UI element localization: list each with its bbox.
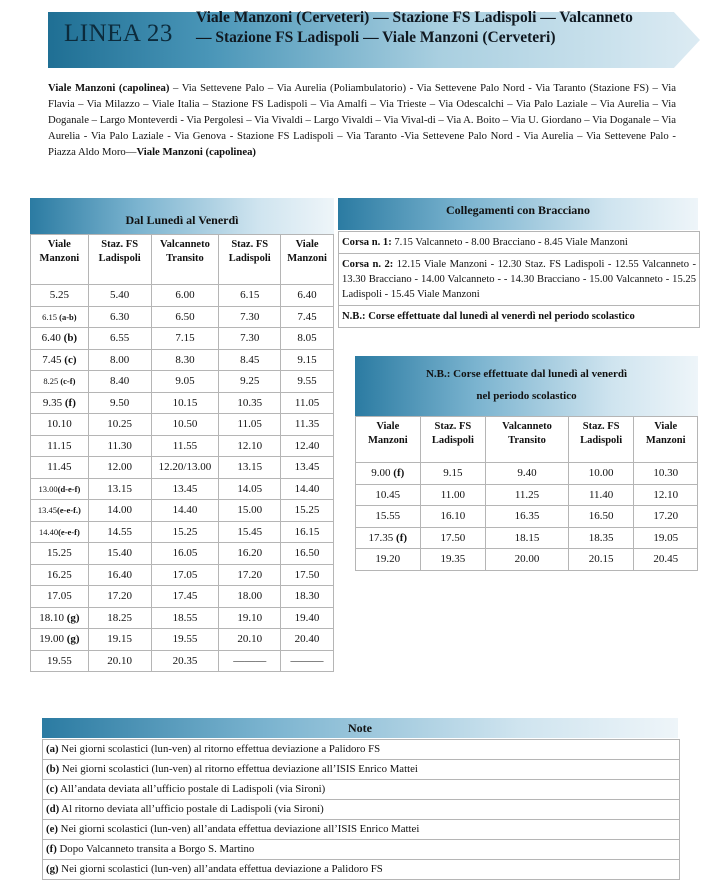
school-time-cell <box>356 506 421 528</box>
time-cell: 13.15 <box>219 457 281 479</box>
route-line-1: Viale Manzoni (Cerveteri) — Stazione FS Ladispoli — Valcanneto <box>196 9 633 26</box>
time-cell: 8.05 <box>281 328 334 350</box>
weekday-time-cell <box>31 435 89 457</box>
note-text: Nei giorni scolastici (lun-ven) al ritorno effettua deviazione a Palidoro FS <box>58 743 381 755</box>
note-item <box>43 740 679 760</box>
weekday-time-cell <box>31 478 89 500</box>
table-row <box>31 435 334 457</box>
time-cell: 13.15 <box>88 478 151 500</box>
time-cell: 19.15 <box>88 629 151 651</box>
school-column-header: Staz. FS Ladispoli <box>568 417 634 463</box>
time-cell: 9.50 <box>88 392 151 414</box>
time-cell: 17.20 <box>88 586 151 608</box>
weekday-column-header: Valcanneto Transito <box>151 235 219 285</box>
time-cell: 16.05 <box>151 543 219 565</box>
departure-time: 15.25 <box>47 547 72 560</box>
time-cell: 14.05 <box>219 478 281 500</box>
note-mark: (d-e-f) <box>57 483 81 494</box>
departure-time: 9.35 <box>42 396 65 409</box>
weekday-time-cell <box>31 285 89 307</box>
time-cell: 20.15 <box>568 549 634 571</box>
time-cell: 18.25 <box>88 607 151 629</box>
departure-time: 13.00 <box>38 483 58 494</box>
time-cell: 14.00 <box>88 500 151 522</box>
time-cell: 9.15 <box>281 349 334 371</box>
time-cell: 7.30 <box>219 306 281 328</box>
time-cell: ——— <box>281 650 334 672</box>
itinerary-middle: – Via Settevene Palo – Via Aurelia (Poliambulatorio) - Via Settevene Palo Nord - Via Taranto (Stazione FS) – Via Flavia – Via Milazzo – Viale Italia – Stazione FS Ladispoli – Via Amalfi – Via Trieste – Via Odescalchi – Via Palo Laziale – Via Aurelia – Via Doganale – Largo Monteverdi - Via Pergolesi – Via Vivaldi – Largo Vivaldi – Via Vival-di – Via A. Boito – Via U. Giordano – Via Doganale – Via Aurelia - Via Palo Laziale - Via Genova - Stazione FS Ladispoli – Via Taranto -Via Settevene Palo Nord - Via Aurelia – Via Settevene Palo - Piazza Aldo Moro— <box>48 82 676 158</box>
time-cell: 6.55 <box>88 328 151 350</box>
departure-time: 14.40 <box>38 526 59 537</box>
time-cell: 9.40 <box>486 463 569 485</box>
time-cell: 8.30 <box>151 349 219 371</box>
note-mark: (f) <box>64 396 76 409</box>
table-row <box>31 650 334 672</box>
time-cell: 11.35 <box>281 414 334 436</box>
departure-time: 18.10 <box>39 611 67 624</box>
bracciano-corsa-2 <box>339 254 699 306</box>
itinerary-start: Viale Manzoni (capolinea) <box>48 82 170 94</box>
table-row <box>31 629 334 651</box>
time-cell: 6.15 <box>219 285 281 307</box>
time-cell: 10.25 <box>88 414 151 436</box>
time-cell: 8.40 <box>88 371 151 393</box>
school-time-cell <box>356 463 421 485</box>
time-cell: ——— <box>219 650 281 672</box>
note-text: Al ritorno deviata all’ufficio postale di Ladispoli (via Sironi) <box>59 803 324 815</box>
departure-time: 17.35 <box>368 531 397 544</box>
table-row <box>31 392 334 414</box>
note-mark: (c) <box>64 353 77 366</box>
bracciano-header: Collegamenti con Bracciano <box>338 198 698 230</box>
time-cell: 10.00 <box>568 463 634 485</box>
school-header-row <box>356 417 698 463</box>
note-key: (f) <box>46 843 57 855</box>
weekday-time-cell <box>31 457 89 479</box>
time-cell: 6.00 <box>151 285 219 307</box>
departure-time: 11.15 <box>47 439 72 452</box>
table-row <box>31 306 334 328</box>
time-cell: 10.35 <box>219 392 281 414</box>
weekday-time-cell <box>31 500 89 522</box>
time-cell: 20.10 <box>88 650 151 672</box>
school-time-cell <box>356 527 421 549</box>
weekday-time-cell <box>31 543 89 565</box>
time-cell: 14.40 <box>281 478 334 500</box>
school-title-line-1: N.B.: Corse effettuate dal lunedì al venerdì <box>425 368 628 380</box>
route-line-2: — Stazione FS Ladispoli — Viale Manzoni (Cerveteri) <box>196 29 556 46</box>
time-cell: 15.00 <box>219 500 281 522</box>
time-cell: 20.10 <box>219 629 281 651</box>
departure-time: 6.15 <box>42 311 60 322</box>
time-cell: 16.35 <box>486 506 569 528</box>
table-row <box>356 506 698 528</box>
weekday-column-header: Staz. FS Ladispoli <box>219 235 281 285</box>
weekday-time-cell <box>31 586 89 608</box>
table-row <box>356 484 698 506</box>
note-key: (d) <box>46 803 60 815</box>
note-mark: (g) <box>66 611 80 624</box>
note-text: All’andata deviata all’ufficio postale di Ladispoli (via Sironi) <box>57 783 326 795</box>
departure-time: 5.25 <box>49 289 70 302</box>
weekday-time-cell <box>31 521 89 543</box>
time-cell: 18.15 <box>486 527 569 549</box>
note-key: (a) <box>46 743 59 755</box>
time-cell: 15.25 <box>151 521 219 543</box>
note-item <box>43 780 679 800</box>
table-row <box>31 349 334 371</box>
school-column-header: Valcanneto Transito <box>486 417 569 463</box>
weekday-time-cell <box>31 414 89 436</box>
table-row <box>31 457 334 479</box>
departure-time: 13.45 <box>37 505 58 516</box>
table-row <box>356 527 698 549</box>
weekday-header: Dal Lunedì al Venerdì <box>30 198 334 234</box>
time-cell: 10.30 <box>634 463 698 485</box>
note-key: (b) <box>46 763 60 775</box>
time-cell: 8.45 <box>219 349 281 371</box>
weekday-time-cell <box>31 306 89 328</box>
departure-time: 6.40 <box>41 332 64 345</box>
time-cell: 19.35 <box>420 549 486 571</box>
school-column-header: Viale Manzoni <box>356 417 421 463</box>
time-cell: 10.15 <box>151 392 219 414</box>
note-mark: (c-f) <box>60 376 76 387</box>
weekday-time-cell <box>31 392 89 414</box>
departure-time: 19.55 <box>47 654 72 667</box>
table-row <box>356 549 698 571</box>
table-row <box>31 414 334 436</box>
school-time-cell <box>356 484 421 506</box>
time-cell: 18.35 <box>568 527 634 549</box>
time-cell: 17.20 <box>634 506 698 528</box>
note-mark: (a-b) <box>59 311 77 322</box>
time-cell: 13.45 <box>281 457 334 479</box>
table-row <box>31 543 334 565</box>
time-cell: 6.30 <box>88 306 151 328</box>
weekday-column-header: Viale Manzoni <box>31 235 89 285</box>
time-cell: 11.30 <box>88 435 151 457</box>
note-mark: (b) <box>63 332 78 345</box>
time-cell: 13.45 <box>151 478 219 500</box>
note-key: (e) <box>46 823 58 835</box>
departure-time: 19.20 <box>375 553 401 566</box>
route-title <box>196 8 696 48</box>
time-cell: 16.15 <box>281 521 334 543</box>
corsa-1-label: Corsa n. 1: <box>342 237 392 248</box>
bracciano-corsa-1 <box>339 232 699 254</box>
itinerary-text <box>48 80 676 160</box>
time-cell: 16.50 <box>568 506 634 528</box>
time-cell: 19.40 <box>281 607 334 629</box>
weekday-time-cell <box>31 650 89 672</box>
school-column-header: Viale Manzoni <box>634 417 698 463</box>
weekday-time-cell <box>31 349 89 371</box>
time-cell: 12.00 <box>88 457 151 479</box>
table-row <box>31 564 334 586</box>
time-cell: 16.20 <box>219 543 281 565</box>
time-cell: 5.40 <box>88 285 151 307</box>
note-item <box>43 760 679 780</box>
notes-header: Note <box>42 718 678 738</box>
table-row <box>31 285 334 307</box>
weekday-column-header: Staz. FS Ladispoli <box>88 235 151 285</box>
school-time-cell <box>356 549 421 571</box>
corsa-2-text: 12.15 Viale Manzoni - 12.30 Staz. FS Ladispoli - 12.55 Valcanneto - 13.30 Bracciano - 14.00 Valcanneto - - 14.30 Bracciano - 15.00 Valcanneto - 15.25 Ladispoli - 15.45 Viale Manzoni <box>342 259 696 300</box>
time-cell: 20.35 <box>151 650 219 672</box>
weekday-timetable <box>30 234 334 672</box>
corsa-2-label: Corsa n. 2: <box>342 259 394 270</box>
time-cell: 11.40 <box>568 484 634 506</box>
note-mark: (f) <box>393 467 405 480</box>
time-cell: 17.50 <box>420 527 486 549</box>
time-cell: 17.45 <box>151 586 219 608</box>
time-cell: 8.00 <box>88 349 151 371</box>
weekday-time-cell <box>31 328 89 350</box>
time-cell: 9.55 <box>281 371 334 393</box>
corsa-1-text: 7.15 Valcanneto - 8.00 Bracciano - 8.45 Viale Manzoni <box>391 237 628 248</box>
note-text: Nei giorni scolastici (lun-ven) al ritorno effettua deviazione all’ISIS Enrico Mattei <box>59 763 418 775</box>
itinerary-end: Viale Manzoni (capolinea) <box>136 146 256 158</box>
departure-time: 9.00 <box>371 467 394 480</box>
time-cell: 9.25 <box>219 371 281 393</box>
time-cell: 18.00 <box>219 586 281 608</box>
school-header <box>355 356 698 416</box>
time-cell: 11.05 <box>281 392 334 414</box>
time-cell: 16.40 <box>88 564 151 586</box>
time-cell: 19.05 <box>634 527 698 549</box>
time-cell: 16.50 <box>281 543 334 565</box>
note-text: Dopo Valcanneto transita a Borgo S. Martino <box>56 843 255 855</box>
departure-time: 15.55 <box>375 510 401 523</box>
time-cell: 20.00 <box>486 549 569 571</box>
time-cell: 19.10 <box>219 607 281 629</box>
line-title: LINEA 23 <box>64 20 173 47</box>
note-text: Nei giorni scolastici (lun-ven) all’andata effettua deviazione all’ISIS Enrico Mattei <box>57 823 420 835</box>
weekday-header-row <box>31 235 334 285</box>
time-cell: 6.40 <box>281 285 334 307</box>
note-mark: (e-e-f) <box>58 526 80 537</box>
note-key: (g) <box>46 863 59 875</box>
school-column-header: Staz. FS Ladispoli <box>420 417 486 463</box>
time-cell: 17.20 <box>219 564 281 586</box>
time-cell: 15.25 <box>281 500 334 522</box>
time-cell: 12.40 <box>281 435 334 457</box>
time-cell: 19.55 <box>151 629 219 651</box>
school-body <box>356 463 698 571</box>
time-cell: 7.15 <box>151 328 219 350</box>
departure-time: 8.25 <box>43 376 61 387</box>
time-cell: 11.00 <box>420 484 486 506</box>
time-cell: 18.55 <box>151 607 219 629</box>
note-mark: (f) <box>396 531 408 544</box>
time-cell: 15.45 <box>219 521 281 543</box>
note-mark: (g) <box>66 633 80 646</box>
bracciano-box <box>338 231 700 328</box>
time-cell: 20.40 <box>281 629 334 651</box>
time-cell: 17.05 <box>151 564 219 586</box>
time-cell: 12.10 <box>219 435 281 457</box>
table-row <box>31 328 334 350</box>
note-item <box>43 840 679 860</box>
weekday-time-cell <box>31 564 89 586</box>
departure-time: 19.00 <box>39 633 67 646</box>
time-cell: 9.15 <box>420 463 486 485</box>
weekday-column-header: Viale Manzoni <box>281 235 334 285</box>
time-cell: 12.10 <box>634 484 698 506</box>
departure-time: 11.45 <box>47 461 72 474</box>
table-row <box>31 478 334 500</box>
time-cell: 10.50 <box>151 414 219 436</box>
departure-time: 16.25 <box>47 568 72 581</box>
departure-time: 10.10 <box>47 418 72 431</box>
time-cell: 11.25 <box>486 484 569 506</box>
time-cell: 6.50 <box>151 306 219 328</box>
departure-time: 7.45 <box>42 353 65 366</box>
notes-list <box>42 739 680 880</box>
table-row <box>31 607 334 629</box>
time-cell: 14.40 <box>151 500 219 522</box>
note-text: Nei giorni scolastici (lun-ven) all’andata effettua deviazione a Palidoro FS <box>58 863 383 875</box>
departure-time: 17.05 <box>47 590 72 603</box>
note-item <box>43 860 679 879</box>
note-key: (c) <box>46 783 58 795</box>
school-timetable <box>355 416 698 571</box>
school-title-line-2: nel periodo scolastico <box>476 390 577 402</box>
time-cell: 9.05 <box>151 371 219 393</box>
note-item <box>43 800 679 820</box>
time-cell: 18.30 <box>281 586 334 608</box>
table-row <box>356 463 698 485</box>
bracciano-nb-text: N.B.: Corse effettuate dal lunedì al venerdì nel periodo scolastico <box>342 311 635 322</box>
time-cell: 20.45 <box>634 549 698 571</box>
table-row <box>31 371 334 393</box>
departure-time: 10.45 <box>375 488 401 501</box>
time-cell: 12.20/13.00 <box>151 457 219 479</box>
time-cell: 11.55 <box>151 435 219 457</box>
note-item <box>43 820 679 840</box>
time-cell: 14.55 <box>88 521 151 543</box>
weekday-time-cell <box>31 371 89 393</box>
time-cell: 7.45 <box>281 306 334 328</box>
table-row <box>31 521 334 543</box>
weekday-time-cell <box>31 607 89 629</box>
time-cell: 17.50 <box>281 564 334 586</box>
time-cell: 7.30 <box>219 328 281 350</box>
time-cell: 15.40 <box>88 543 151 565</box>
time-cell: 11.05 <box>219 414 281 436</box>
time-cell: 16.10 <box>420 506 486 528</box>
note-mark: (e-e-f.) <box>57 505 81 516</box>
bracciano-nb <box>339 306 699 327</box>
weekday-time-cell <box>31 629 89 651</box>
table-row <box>31 500 334 522</box>
weekday-body <box>31 285 334 672</box>
table-row <box>31 586 334 608</box>
